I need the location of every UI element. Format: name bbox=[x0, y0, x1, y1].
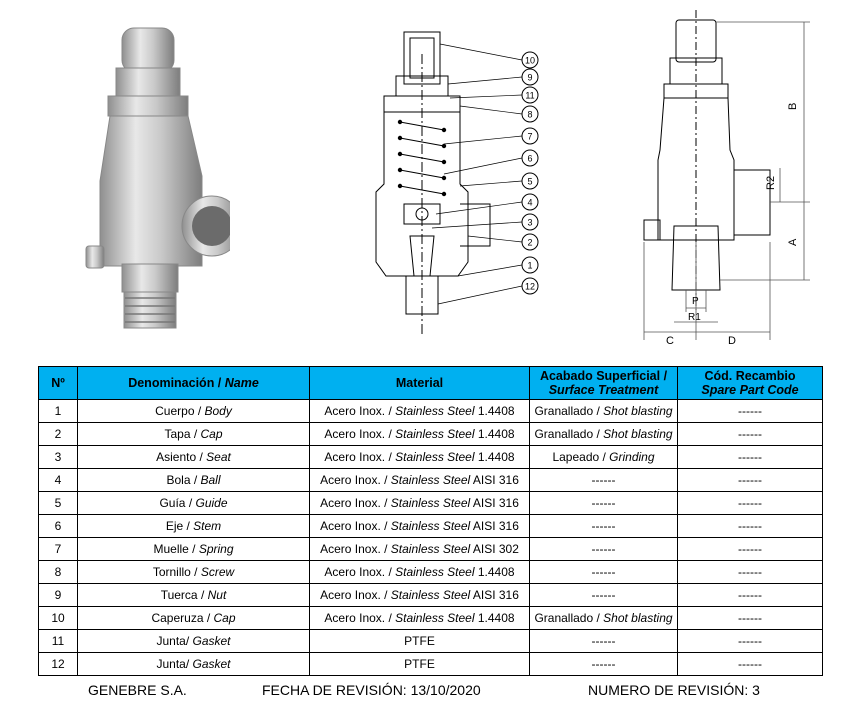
table-row bbox=[39, 469, 823, 492]
callout-label: 7 bbox=[527, 131, 533, 142]
cell-material: Acero Inox. / Stainless Steel AISI 316 bbox=[310, 515, 530, 538]
callout-label: 12 bbox=[524, 281, 536, 292]
cell-num: 1 bbox=[39, 400, 78, 423]
cell-surface: Granallado / Shot blasting bbox=[530, 423, 678, 446]
callout-label: 1 bbox=[527, 260, 533, 271]
cell-num: 10 bbox=[39, 607, 78, 630]
callout-label: 11 bbox=[525, 90, 535, 101]
cell-num: 8 bbox=[39, 561, 78, 584]
cell-name: Tapa / Cap bbox=[78, 423, 310, 446]
footer bbox=[0, 682, 852, 702]
cell-surface: ------ bbox=[530, 561, 678, 584]
cell-material: PTFE bbox=[310, 630, 530, 653]
cell-code: ------ bbox=[678, 630, 823, 653]
parts-table-header bbox=[39, 367, 823, 400]
table-row bbox=[39, 492, 823, 515]
cell-material: Acero Inox. / Stainless Steel 1.4408 bbox=[310, 607, 530, 630]
cell-name: Eje / Stem bbox=[78, 515, 310, 538]
header-material: Material bbox=[310, 367, 530, 400]
cell-surface: Granallado / Shot blasting bbox=[530, 400, 678, 423]
cell-material: Acero Inox. / Stainless Steel AISI 316 bbox=[310, 469, 530, 492]
table-row bbox=[39, 653, 823, 676]
table-row bbox=[39, 423, 823, 446]
dim-label-d: D bbox=[728, 335, 736, 347]
dim-label-c: C bbox=[666, 335, 674, 347]
dim-label-r2: R2 bbox=[765, 175, 777, 190]
cell-code: ------ bbox=[678, 400, 823, 423]
dim-label-b: B bbox=[787, 102, 799, 110]
cell-name: Junta/ Gasket bbox=[78, 653, 310, 676]
cell-code: ------ bbox=[678, 584, 823, 607]
table-row bbox=[39, 584, 823, 607]
footer-revision-date: FECHA DE REVISIÓN: 13/10/2020 bbox=[262, 682, 481, 698]
table-row bbox=[39, 607, 823, 630]
cell-surface: ------ bbox=[530, 469, 678, 492]
cell-num: 4 bbox=[39, 469, 78, 492]
cell-name: Tornillo / Screw bbox=[78, 561, 310, 584]
cell-material: PTFE bbox=[310, 653, 530, 676]
callout-label: 8 bbox=[527, 109, 533, 120]
cell-material: Acero Inox. / Stainless Steel 1.4408 bbox=[310, 561, 530, 584]
dim-label-r1: R1 bbox=[688, 312, 701, 323]
table-row bbox=[39, 400, 823, 423]
cell-surface: ------ bbox=[530, 584, 678, 607]
callout-label: 2 bbox=[527, 237, 533, 248]
dim-label-p: P bbox=[692, 296, 699, 307]
cell-code: ------ bbox=[678, 653, 823, 676]
cell-num: 2 bbox=[39, 423, 78, 446]
cell-code: ------ bbox=[678, 423, 823, 446]
cell-num: 11 bbox=[39, 630, 78, 653]
cell-material: Acero Inox. / Stainless Steel AISI 302 bbox=[310, 538, 530, 561]
cell-code: ------ bbox=[678, 492, 823, 515]
table-row bbox=[39, 561, 823, 584]
cell-surface: Granallado / Shot blasting bbox=[530, 607, 678, 630]
callout-label: 4 bbox=[527, 197, 533, 208]
cell-num: 9 bbox=[39, 584, 78, 607]
callout-label: 3 bbox=[527, 217, 533, 228]
valve-photo bbox=[80, 16, 230, 346]
cell-material: Acero Inox. / Stainless Steel 1.4408 bbox=[310, 400, 530, 423]
cell-surface: Lapeado / Grinding bbox=[530, 446, 678, 469]
callout-label: 9 bbox=[527, 72, 533, 83]
table-row bbox=[39, 538, 823, 561]
header-surface: Acabado Superficial / Surface Treatment bbox=[530, 367, 678, 400]
cell-code: ------ bbox=[678, 561, 823, 584]
cell-num: 12 bbox=[39, 653, 78, 676]
cell-surface: ------ bbox=[530, 630, 678, 653]
cell-name: Asiento / Seat bbox=[78, 446, 310, 469]
table-row bbox=[39, 630, 823, 653]
callout-label: 6 bbox=[527, 153, 533, 164]
cell-material: Acero Inox. / Stainless Steel 1.4408 bbox=[310, 446, 530, 469]
cell-code: ------ bbox=[678, 607, 823, 630]
cell-surface: ------ bbox=[530, 515, 678, 538]
cell-num: 6 bbox=[39, 515, 78, 538]
parts-table bbox=[38, 366, 823, 676]
cell-num: 3 bbox=[39, 446, 78, 469]
header-name: Denominación / Name bbox=[78, 367, 310, 400]
cell-code: ------ bbox=[678, 446, 823, 469]
header-num: Nº bbox=[39, 367, 78, 400]
cell-material: Acero Inox. / Stainless Steel AISI 316 bbox=[310, 492, 530, 515]
valve-dimension-drawing bbox=[630, 10, 820, 350]
cell-surface: ------ bbox=[530, 538, 678, 561]
cell-name: Muelle / Spring bbox=[78, 538, 310, 561]
callout-label: 10 bbox=[524, 55, 536, 66]
header-code: Cód. Recambio Spare Part Code bbox=[678, 367, 823, 400]
cell-name: Junta/ Gasket bbox=[78, 630, 310, 653]
table-row bbox=[39, 515, 823, 538]
callout-label: 5 bbox=[527, 176, 533, 187]
cell-name: Guía / Guide bbox=[78, 492, 310, 515]
cell-num: 5 bbox=[39, 492, 78, 515]
cell-name: Tuerca / Nut bbox=[78, 584, 310, 607]
cell-num: 7 bbox=[39, 538, 78, 561]
footer-revision-number: NUMERO DE REVISIÓN: 3 bbox=[588, 682, 760, 698]
table-row bbox=[39, 446, 823, 469]
cell-code: ------ bbox=[678, 538, 823, 561]
cell-material: Acero Inox. / Stainless Steel 1.4408 bbox=[310, 423, 530, 446]
cell-material: Acero Inox. / Stainless Steel AISI 316 bbox=[310, 584, 530, 607]
cell-code: ------ bbox=[678, 515, 823, 538]
cell-name: Caperuza / Cap bbox=[78, 607, 310, 630]
valve-section-drawing bbox=[340, 14, 570, 349]
footer-company: GENEBRE S.A. bbox=[88, 682, 187, 698]
dim-label-a: A bbox=[787, 238, 799, 246]
cell-code: ------ bbox=[678, 469, 823, 492]
cell-name: Bola / Ball bbox=[78, 469, 310, 492]
cell-name: Cuerpo / Body bbox=[78, 400, 310, 423]
cell-surface: ------ bbox=[530, 492, 678, 515]
cell-surface: ------ bbox=[530, 653, 678, 676]
